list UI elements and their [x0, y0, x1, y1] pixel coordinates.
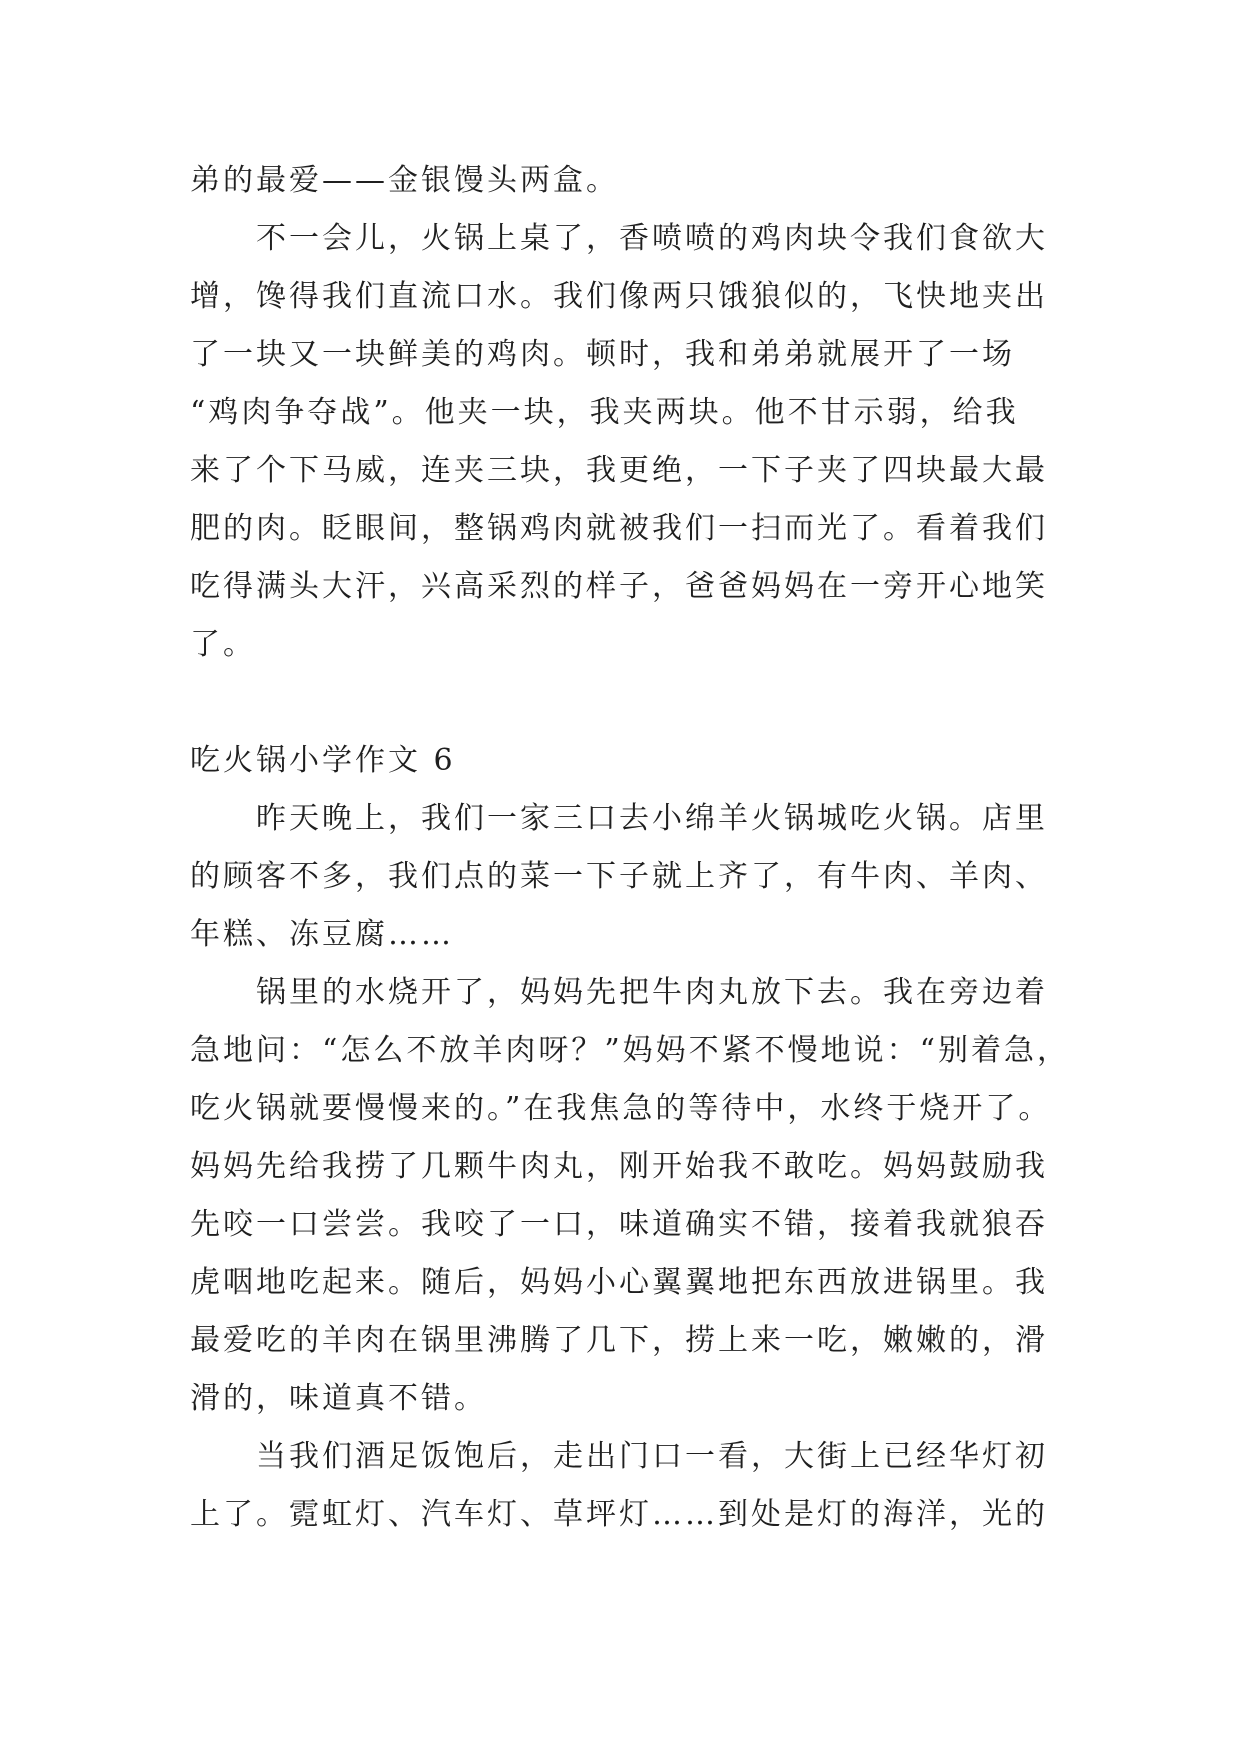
text-line: 急地问：“怎么不放羊肉呀？”妈妈不紧不慢地说：“别着急， [190, 1033, 1071, 1068]
text-line: 上了。霓虹灯、汽车灯、草坪灯……到处是灯的海洋，光的 [190, 1497, 1048, 1532]
paragraph-start-line: 当我们酒足饭饱后，走出门口一看，大街上已经华灯初 [256, 1439, 1048, 1474]
paragraph-start-line: 不一会儿，火锅上桌了，香喷喷的鸡肉块令我们食欲大 [256, 221, 1048, 256]
text-line: 的顾客不多，我们点的菜一下子就上齐了，有牛肉、羊肉、 [190, 859, 1048, 894]
text-line: 增，馋得我们直流口水。我们像两只饿狼似的，飞快地夹出 [190, 279, 1048, 314]
essay-text [190, 152, 1070, 1544]
section-gap [190, 674, 1070, 732]
text-line: “鸡肉争夺战”。他夹一块，我夹两块。他不甘示弱，给我 [190, 395, 1019, 430]
text-line: 来了个下马威，连夹三块，我更绝，一下子夹了四块最大最 [190, 453, 1048, 488]
text-line: 了。 [190, 627, 256, 662]
text-line: 吃得满头大汗，兴高采烈的样子，爸爸妈妈在一旁开心地笑 [190, 569, 1048, 604]
text-line: 年糕、冻豆腐…… [190, 917, 454, 952]
section-heading: 吃火锅小学作文 6 [190, 743, 456, 778]
text-line: 滑的，味道真不错。 [190, 1381, 487, 1416]
text-line: 肥的肉。眨眼间，整锅鸡肉就被我们一扫而光了。看着我们 [190, 511, 1048, 546]
text-line: 吃火锅就要慢慢来的。”在我焦急的等待中，水终于烧开了。 [190, 1091, 1052, 1126]
text-line: 虎咽地吃起来。随后，妈妈小心翼翼地把东西放进锅里。我 [190, 1265, 1048, 1300]
text-line: 弟的最爱——金银馒头两盒。 [190, 163, 619, 198]
text-line: 先咬一口尝尝。我咬了一口，味道确实不错，接着我就狼吞 [190, 1207, 1048, 1242]
paragraph-start-line: 昨天晚上，我们一家三口去小绵羊火锅城吃火锅。店里 [256, 801, 1048, 836]
text-line: 最爱吃的羊肉在锅里沸腾了几下，捞上来一吃，嫩嫩的，滑 [190, 1323, 1048, 1358]
paragraph-start-line: 锅里的水烧开了，妈妈先把牛肉丸放下去。我在旁边着 [256, 975, 1048, 1010]
text-line: 妈妈先给我捞了几颗牛肉丸，刚开始我不敢吃。妈妈鼓励我 [190, 1149, 1048, 1184]
text-line: 了一块又一块鲜美的鸡肉。顿时，我和弟弟就展开了一场 [190, 337, 1015, 372]
